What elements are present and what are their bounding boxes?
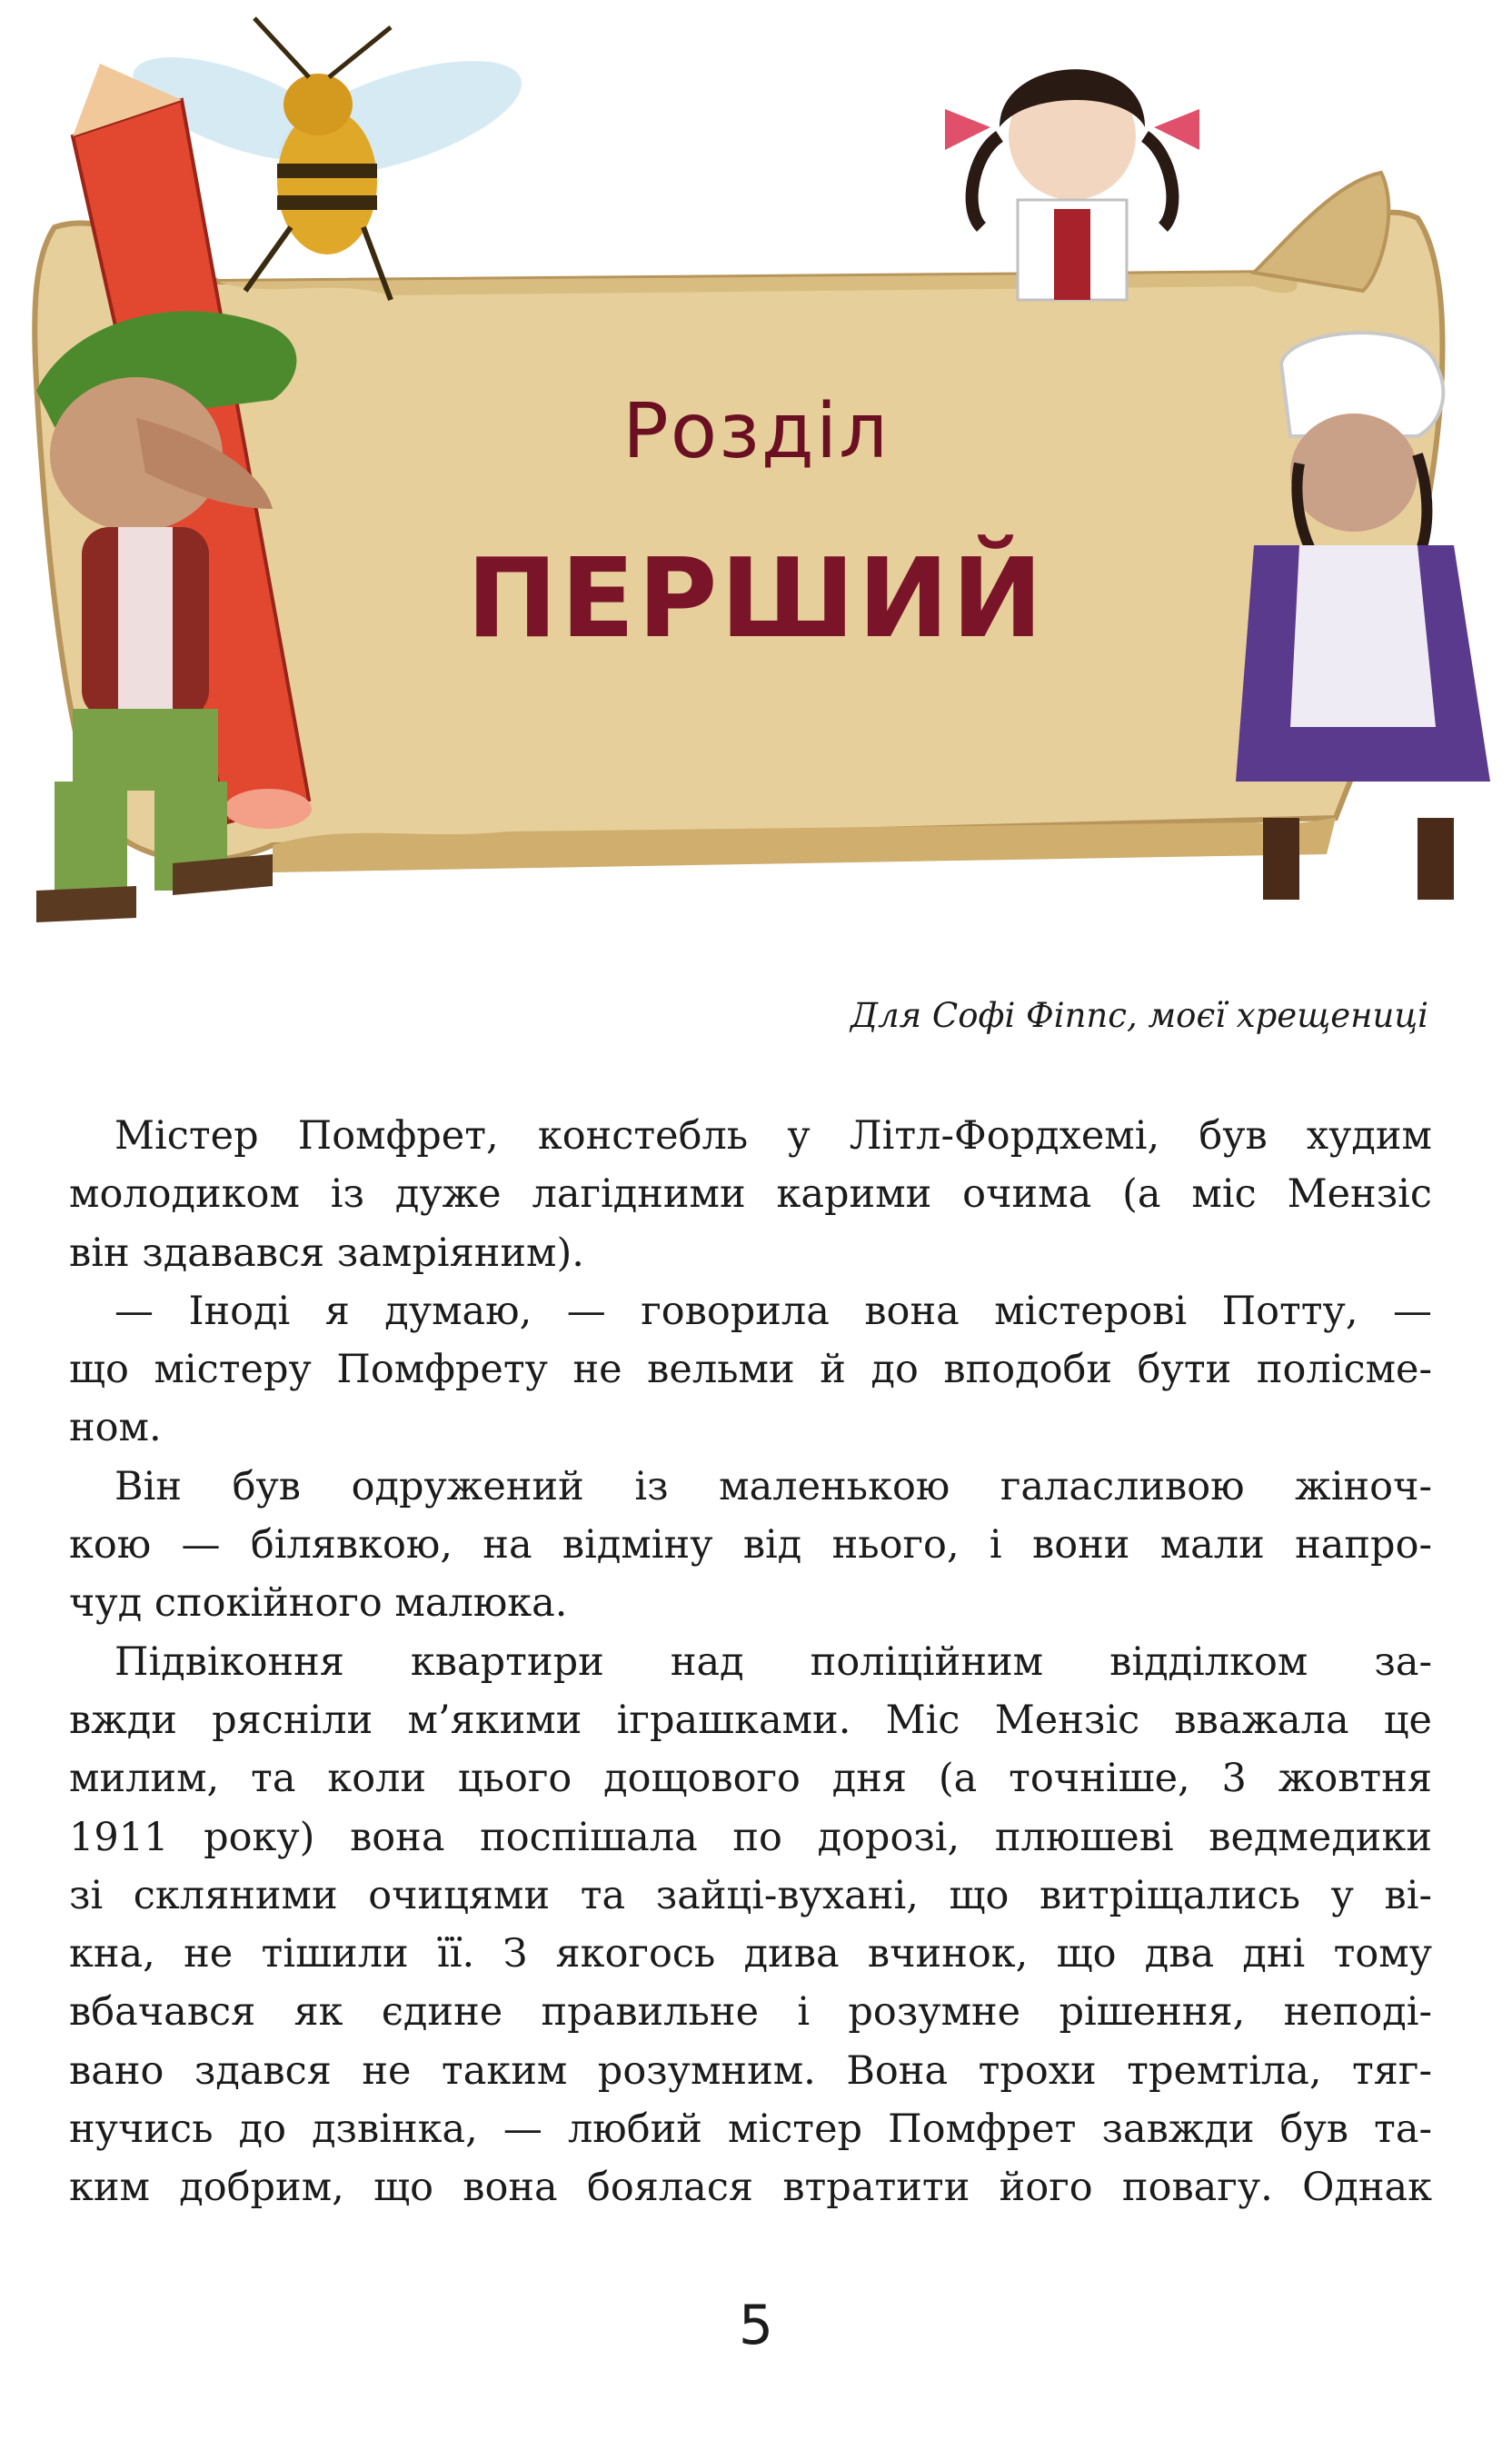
paragraph (69, 1458, 1432, 1575)
text-line: кою — білявкою, на відміну від нього, і вони мали напро- (69, 1522, 1432, 1569)
paragraph-end (69, 1574, 1432, 1632)
text-line: він здавався замріяним). (69, 1230, 584, 1276)
paragraph-end (69, 1399, 1432, 1457)
girl-icon (945, 69, 1199, 300)
text-line: вбачався як єдине правильне і розумне рішення, неподі- (69, 1989, 1432, 2036)
text-line: нучись до дзвінка, — любий містер Помфрет завжди був та- (69, 2106, 1432, 2153)
paragraph (69, 1107, 1432, 1224)
body-text (69, 1107, 1432, 2217)
text-line: чуд спокійного малюка. (69, 1580, 568, 1627)
text-line: Підвіконня квартири над поліційним відділком за- (114, 1638, 1432, 1685)
paragraph (69, 1282, 1432, 1399)
text-line: Він був одружений із маленькою галасливою жіноч- (114, 1463, 1432, 1509)
text-line: Містер Помфрет, констебль у Літл-Фордхемі, був худим (114, 1113, 1432, 1159)
text-line: — Іноді я думаю, — говорила вона містерові Потту, — (114, 1288, 1432, 1334)
text-line: що містеру Помфрету не вельми й до вподоби бути полісме- (69, 1347, 1432, 1393)
text-line: ном. (69, 1405, 162, 1451)
text-line: ким добрим, що вона боялася втратити його повагу. Однак (69, 2165, 1432, 2211)
text-line: вано здався не таким розумним. Вона трохи тремтіла, тяг- (69, 2047, 1432, 2094)
text-line: зі скляними очицями та зайці-вухані, що витріщались у ві- (69, 1872, 1432, 1918)
chapter-header-illustration (0, 0, 1512, 963)
text-line: молодиком із дуже лагідними карими очима (а міс Мензіс (69, 1171, 1432, 1218)
paragraph-end (69, 1224, 1432, 1282)
text-line: милим, та коли цього дощового дня (а точніше, 3 жовтня (69, 1756, 1432, 1802)
chapter-label: Розділ (622, 386, 890, 475)
text-line: 1911 року) вона поспішала по дорозі, плюшеві ведмедики (69, 1814, 1432, 1860)
chapter-title: ПЕРШИЙ (466, 536, 1046, 662)
dedication: Для Софі Фіппс, моєї хрещениці (850, 996, 1428, 1035)
text-line: вжди рясніли м’якими іграшками. Міс Мензіс вважала це (69, 1697, 1432, 1743)
paragraph (69, 1633, 1432, 2217)
scroll-banner-icon (0, 0, 1512, 963)
text-line: кна, не тішили її. З якогось дива вчинок, що два дні тому (69, 1931, 1432, 1977)
page-number: 5 (738, 2294, 774, 2357)
